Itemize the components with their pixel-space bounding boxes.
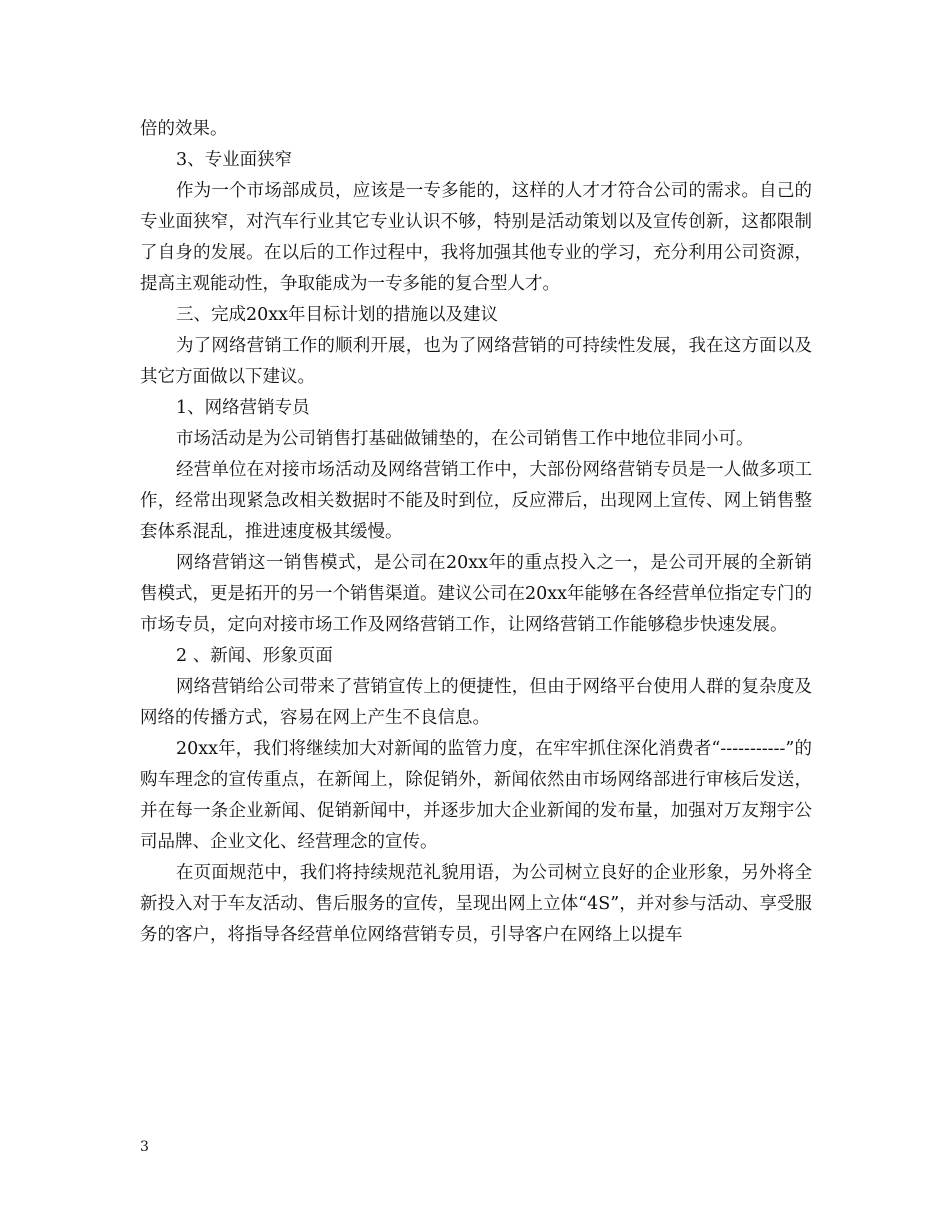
heading-network-marketing-specialist: 1、网络营销专员 xyxy=(176,398,310,418)
page-number: 3 xyxy=(140,1139,149,1155)
paragraph-12: 20xx年，我们将继续加大对新闻的监管力度，在牢牢抓住深化消费者“-----------”的购车理念的宣传重点，在新闻上，除促销外，新闻依然由市场网络部进行审核后发送，并在每一条企业新闻、促销新闻中，并逐步加大企业新闻的发布量，加强对万友翔宇公司品牌、企业文化、经营理念的宣传。 xyxy=(140,739,812,852)
paragraph-11: 网络营销给公司带来了营销宣传上的便捷性，但由于网络平台使用人群的复杂度及网络的传播方式，容易在网上产生不良信息。 xyxy=(140,677,812,728)
paragraph-13: 在页面规范中，我们将持续规范礼貌用语，为公司树立良好的企业形象，另外将全新投入对于车友活动、售后服务的宣传，呈现出网上立体“4S”，并对参与活动、享受服务的客户，将指导各经营单位网络营销专员，引导客户在网络上以提车 xyxy=(140,863,812,945)
paragraph-1: 倍的效果。 xyxy=(140,119,228,139)
heading-narrow-expertise: 3、专业面狭窄 xyxy=(176,150,293,170)
paragraph-8: 经营单位在对接市场活动及网络营销工作中，大部份网络营销专员是一人做多项工作，经常出现紧急改相关数据时不能及时到位，反应滞后，出现网上宣传、网上销售整套体系混乱，推进速度极其缓慢。 xyxy=(140,460,812,542)
heading-section-three: 三、完成20xx年目标计划的措施以及建议 xyxy=(176,305,499,325)
paragraph-9: 网络营销这一销售模式，是公司在20xx年的重点投入之一，是公司开展的全新销售模式，更是拓开的另一个销售渠道。建议公司在20xx年能够在各经营单位指定专门的市场专员，定向对接市场工作及网络营销工作，让网络营销工作能够稳步快速发展。 xyxy=(140,553,813,635)
paragraph-3: 作为一个市场部成员，应该是一专多能的，这样的人才才符合公司的需求。自己的专业面狭窄，对汽车行业其它专业认识不够，特别是活动策划以及宣传创新，这都限制了自身的发展。在以后的工作过程中，我将加强其他专业的学习，充分利用公司资源，提高主观能动性，争取能成为一专多能的复合型人才。 xyxy=(140,181,812,294)
document-body xyxy=(140,114,812,951)
heading-news-image-pages: 2 、新闻、形象页面 xyxy=(176,646,333,666)
paragraph-5: 为了网络营销工作的顺利开展，也为了网络营销的可持续性发展，我在这方面以及其它方面做以下建议。 xyxy=(140,336,812,387)
paragraph-7: 市场活动是为公司销售打基础做铺垫的，在公司销售工作中地位非同小可。 xyxy=(176,429,754,449)
